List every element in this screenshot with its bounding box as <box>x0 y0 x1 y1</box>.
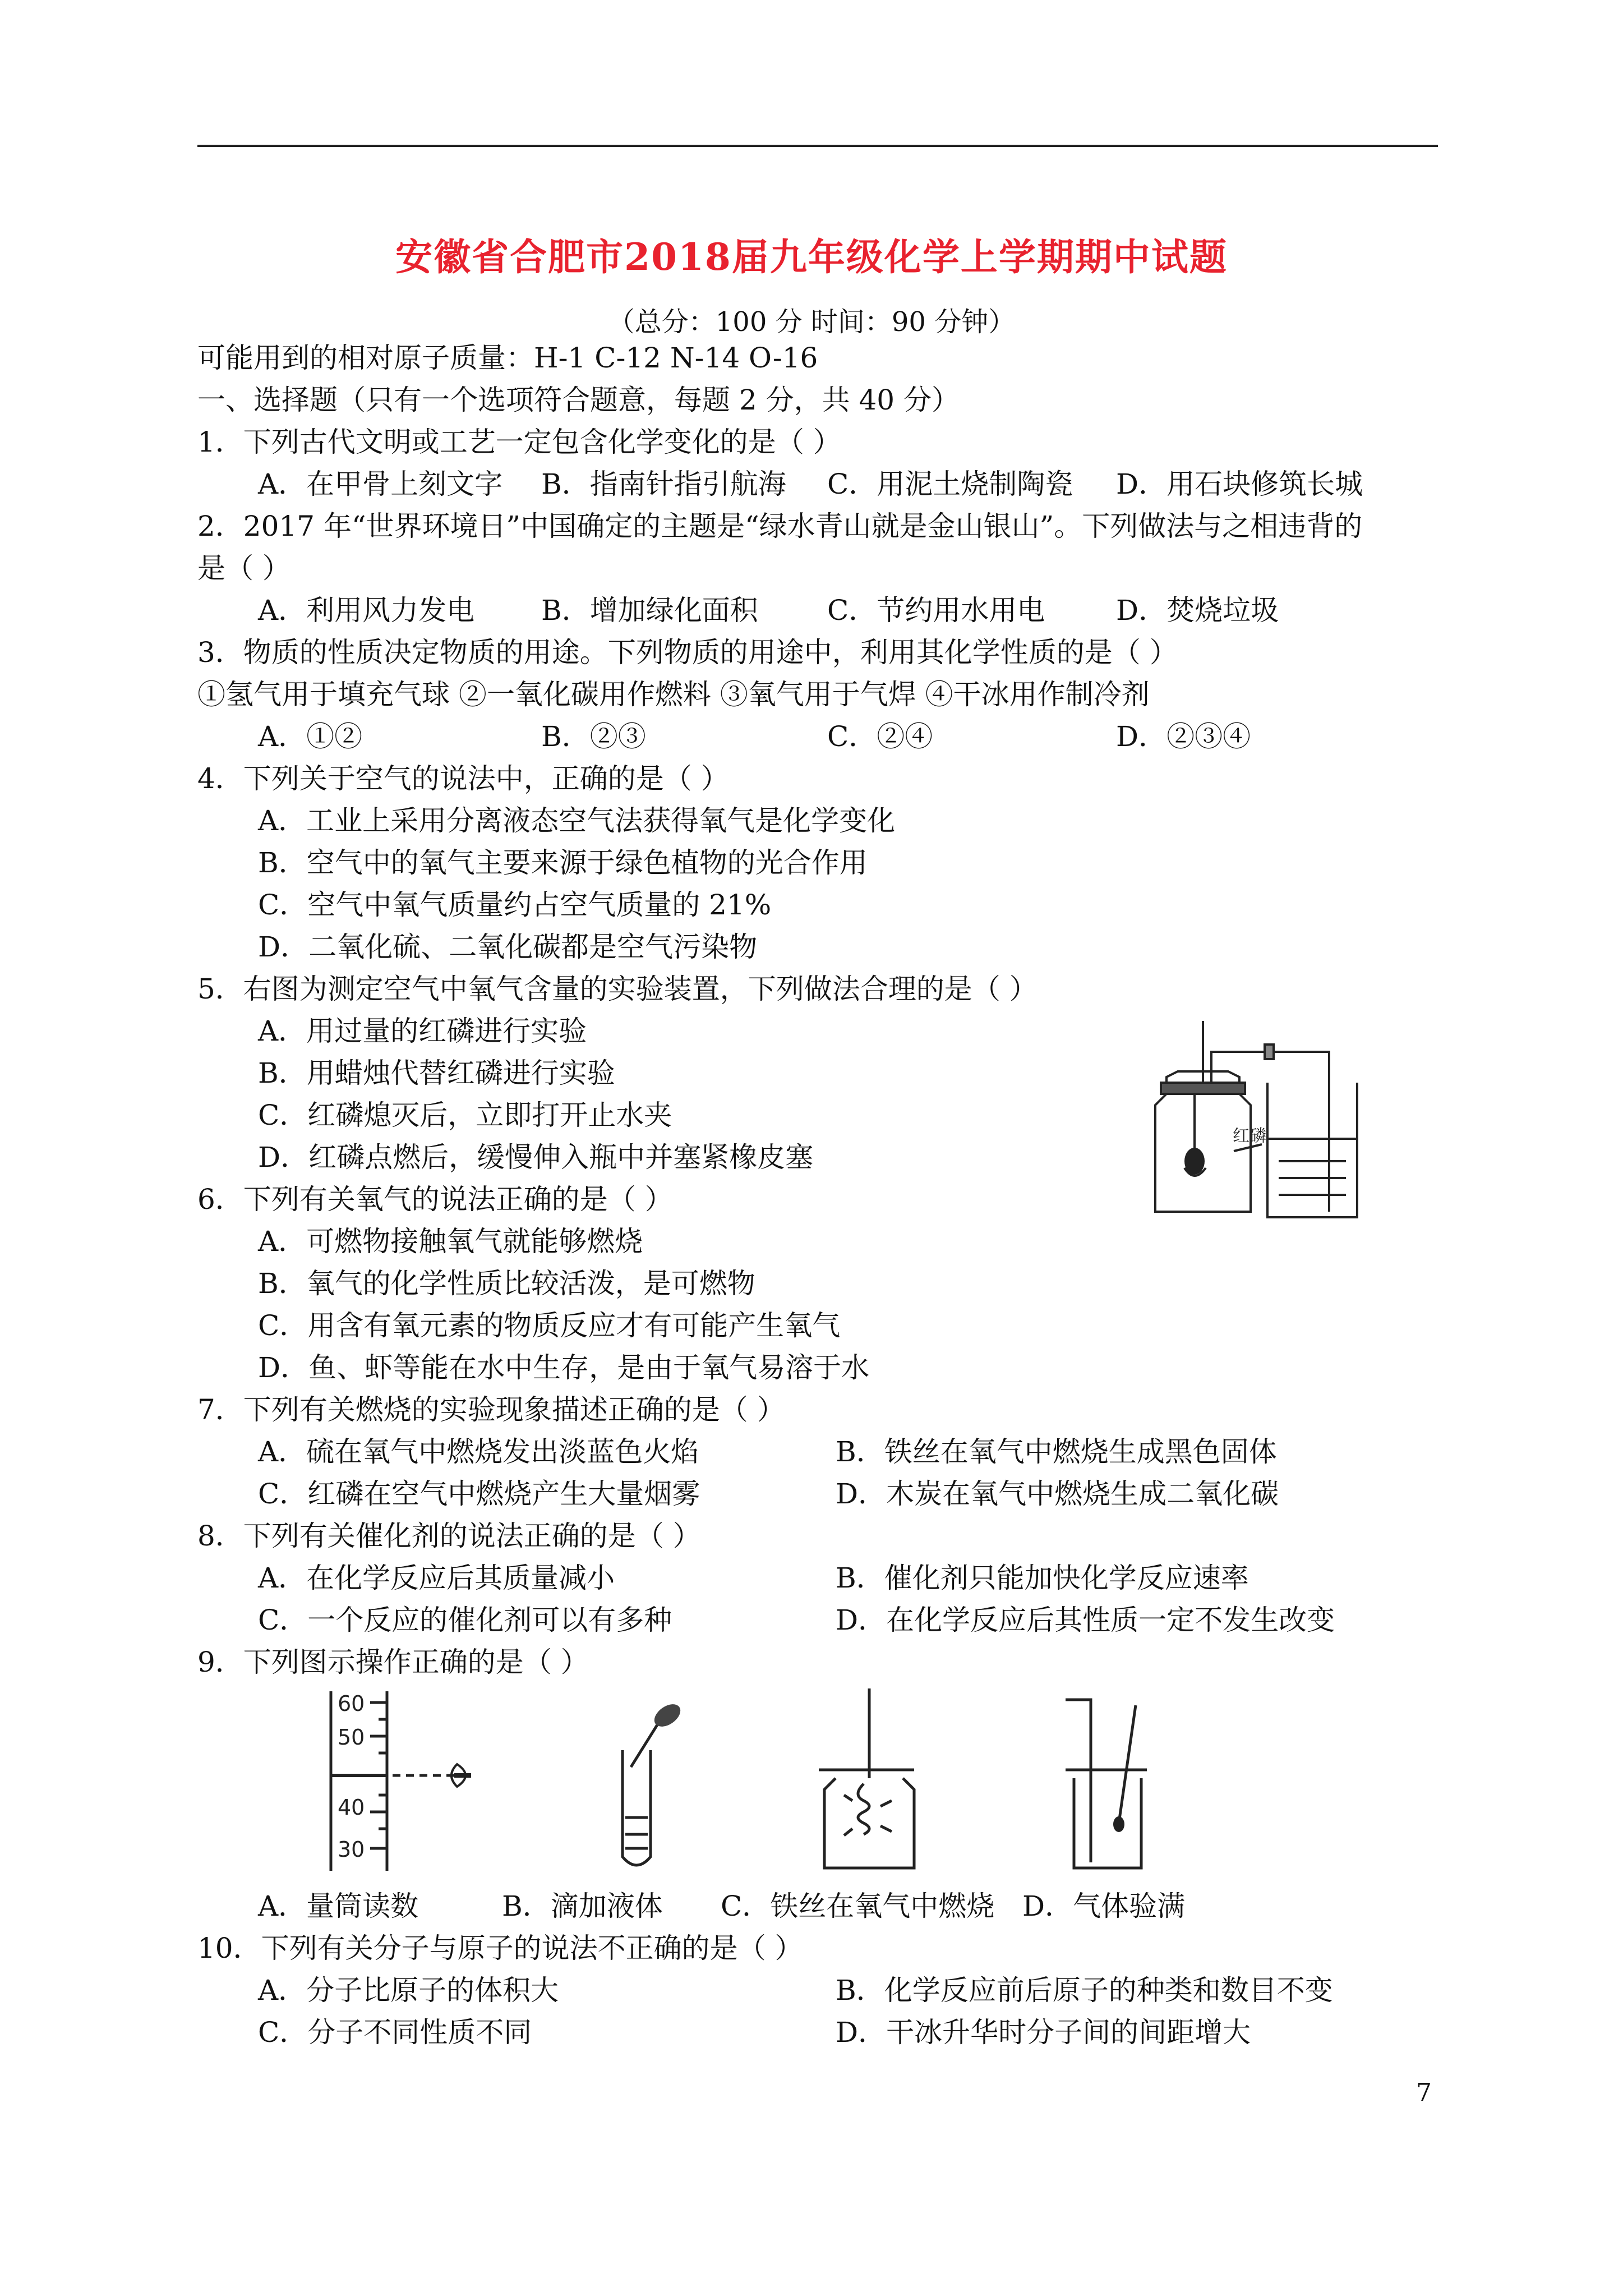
cylinder-tick-60: 60 <box>338 1691 365 1716</box>
gas-test-figure <box>1063 1694 1175 1874</box>
cylinder-tick-40: 40 <box>338 1795 365 1820</box>
q5-option-b: B．用蜡烛代替红磷进行实验 <box>258 1057 615 1089</box>
q1-option-c: C．用泥土烧制陶瓷 <box>827 468 1073 500</box>
cylinder-tick-50: 50 <box>338 1725 365 1750</box>
q1-option-a: A．在甲骨上刻文字 <box>258 468 503 500</box>
q7-option-b: B．铁丝在氧气中燃烧生成黑色固体 <box>836 1435 1277 1468</box>
q5-option-a: A．用过量的红磷进行实验 <box>258 1015 587 1047</box>
q5-option-d: D．红磷点燃后，缓慢伸入瓶中并塞紧橡皮塞 <box>258 1141 814 1174</box>
q9-option-c: C．铁丝在氧气中燃烧 <box>721 1890 995 1922</box>
q9-option-b: B．滴加液体 <box>502 1890 663 1922</box>
header-rule <box>197 145 1438 147</box>
question-3-stem: 3．物质的性质决定物质的用途。下列物质的用途中，利用其化学性质的是（ ） <box>197 636 1178 669</box>
question-7-stem: 7．下列有关燃烧的实验现象描述正确的是（ ） <box>197 1393 785 1426</box>
q10-option-d: D．干冰升华时分子间的间距增大 <box>836 2016 1251 2049</box>
q10-option-c: C．分子不同性质不同 <box>258 2016 532 2049</box>
q3-option-c: C．②④ <box>827 720 933 753</box>
question-3-items: ①氢气用于填充气球 ②一氧化碳用作燃料 ③氧气用于气焊 ④干冰用作制冷剂 <box>197 678 1150 711</box>
q3-option-d: D．②③④ <box>1116 720 1251 753</box>
q5-option-c: C．红磷熄灭后，立即打开止水夹 <box>258 1099 672 1131</box>
q9-option-d: D．气体验满 <box>1022 1890 1186 1922</box>
q2-option-a: A．利用风力发电 <box>258 594 475 627</box>
q2-option-d: D．焚烧垃圾 <box>1116 594 1279 627</box>
q2-option-c: C．节约用水用电 <box>827 594 1045 627</box>
q7-option-a: A．硫在氧气中燃烧发出淡蓝色火焰 <box>258 1435 699 1468</box>
question-10-stem: 10．下列有关分子与原子的说法不正确的是（ ） <box>197 1932 803 1964</box>
cylinder-tick-30: 30 <box>338 1837 365 1862</box>
q8-option-a: A．在化学反应后其质量减小 <box>258 1562 615 1594</box>
q8-option-d: D．在化学反应后其性质一定不发生改变 <box>836 1604 1335 1636</box>
q7-option-c: C．红磷在空气中燃烧产生大量烟雾 <box>258 1478 700 1510</box>
question-8-stem: 8．下列有关催化剂的说法正确的是（ ） <box>197 1520 701 1552</box>
q4-option-c: C．空气中氧气质量约占空气质量的 21% <box>258 889 772 921</box>
q6-option-a: A．可燃物接触氧气就能够燃烧 <box>258 1225 643 1258</box>
q6-option-b: B．氧气的化学性质比较活泼，是可燃物 <box>258 1267 755 1300</box>
q4-option-d: D．二氧化硫、二氧化碳都是空气污染物 <box>258 931 758 963</box>
q4-option-a: A．工业上采用分离液态空气法获得氧气是化学变化 <box>258 804 896 837</box>
q1-option-b: B．指南针指引航海 <box>541 468 786 500</box>
question-9-stem: 9．下列图示操作正确的是（ ） <box>197 1646 589 1678</box>
dropper-figure <box>606 1705 695 1874</box>
exam-title: 安徽省合肥市2018届九年级化学上学期期中试题 <box>395 235 1228 279</box>
q9-option-a: A．量筒读数 <box>258 1890 419 1922</box>
q7-option-d: D．木炭在氧气中燃烧生成二氧化碳 <box>836 1478 1279 1510</box>
oxygen-apparatus-figure <box>1144 1021 1363 1223</box>
q8-option-c: C．一个反应的催化剂可以有多种 <box>258 1604 672 1636</box>
q4-option-b: B．空气中的氧气主要来源于绿色植物的光合作用 <box>258 846 868 879</box>
q8-option-b: B．催化剂只能加快化学反应速率 <box>836 1562 1249 1594</box>
cylinder-reading-figure <box>325 1691 494 1876</box>
red-phosphorus-label: 红磷 <box>1233 1126 1266 1146</box>
atomic-masses: 可能用到的相对原子质量：H-1 C-12 N-14 O-16 <box>197 342 818 374</box>
iron-wire-figure <box>813 1688 931 1874</box>
question-5-stem: 5．右图为测定空气中氧气含量的实验装置，下列做法合理的是（ ） <box>197 973 1038 1005</box>
question-2-stem-cont: 是（ ） <box>197 552 291 585</box>
q6-option-c: C．用含有氧元素的物质反应才有可能产生氧气 <box>258 1309 841 1342</box>
page-number: 7 <box>1416 2078 1432 2107</box>
section-heading: 一、选择题（只有一个选项符合题意，每题 2 分，共 40 分） <box>197 384 960 416</box>
q2-option-b: B．增加绿化面积 <box>541 594 758 627</box>
question-6-stem: 6．下列有关氧气的说法正确的是（ ） <box>197 1183 673 1216</box>
q6-option-d: D．鱼、虾等能在水中生存，是由于氧气易溶于水 <box>258 1351 870 1384</box>
exam-info: （总分：100 分 时间：90 分钟） <box>607 306 1016 338</box>
q1-option-d: D．用石块修筑长城 <box>1116 468 1363 500</box>
q3-option-b: B．②③ <box>541 720 646 753</box>
q3-option-a: A．①② <box>258 720 363 753</box>
q10-option-b: B．化学反应前后原子的种类和数目不变 <box>836 1974 1333 2007</box>
q10-option-a: A．分子比原子的体积大 <box>258 1974 559 2007</box>
question-1-stem: 1．下列古代文明或工艺一定包含化学变化的是（ ） <box>197 426 841 458</box>
question-4-stem: 4．下列关于空气的说法中，正确的是（ ） <box>197 762 729 795</box>
question-2-stem: 2．2017 年“世界环境日”中国确定的主题是“绿水青山就是金山银山”。下列做法与之相违背的 <box>197 510 1363 542</box>
